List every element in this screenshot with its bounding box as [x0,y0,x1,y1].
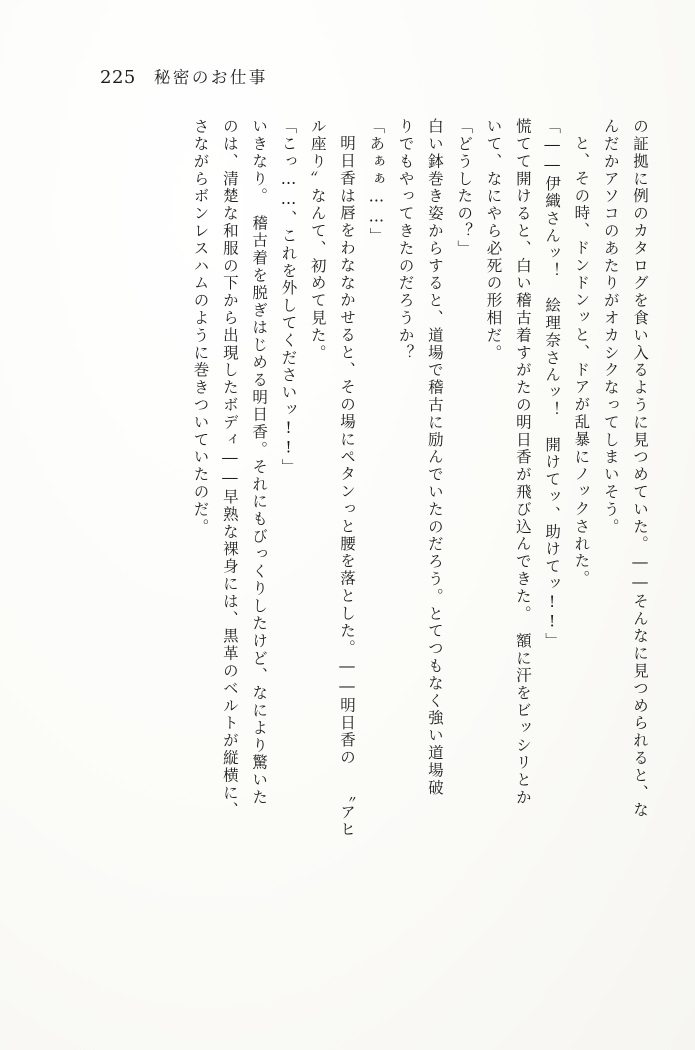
page-body [60,118,647,998]
text-column: さながらボンレスハムのように巻きついていたのだ。 [191,118,210,536]
text-column: 明日香は唇をわななかせると、その場にペタンっと腰を落とした。――明日香の 〝アヒ [338,135,357,839]
text-column: 「――伊織さんッ！ 絵理奈さんッ！ 開けてッ、助けてッ!!」 [543,118,562,650]
running-title: 秘密のお仕事 [153,68,268,87]
text-column: んだかアソコのあたりがオカシクなってしまいそう。 [601,118,620,536]
text-column: 慌てて開けると、白い稽古着すがたの明日香が飛び込んできた。 額に汗をビッシリとか [513,118,532,807]
text-column: のは、清楚な和服の下から出現したボディ――早熟な裸身には、黒革のベルトが縦横に、 [220,118,239,819]
text-column: 白い鉢巻き姿からすると、道場で稽古に励んでいたのだろう。とてつもなく強い道場破 [425,118,444,797]
text-column: いきなり。 稽古着を脱ぎはじめる明日香。それにもびっくりしたけど、なにより驚いた [250,118,269,807]
text-column: りでもやってきたのだろうか？ [396,118,415,362]
text-column: と、その時、ドンドンッと、ドアが乱暴にノックされた。 [572,135,591,588]
text-column: いて、なにやら必死の形相だ。 [484,118,503,362]
page-header [100,64,268,88]
text-column: 「どうしたの？」 [455,118,474,258]
text-column: 「あぁぁ……」 [367,118,386,245]
text-column: ル座り〟なんて、初めて見た。 [308,118,327,362]
page-number: 225 [100,67,136,88]
text-column: の証拠に例のカタログを食い入るように見つめていた。――そんなに見つめられると、な [631,118,649,819]
text-column: 「こっ……、これを外してくださいッ!!」 [279,118,298,476]
vertical-column-container [60,118,647,998]
